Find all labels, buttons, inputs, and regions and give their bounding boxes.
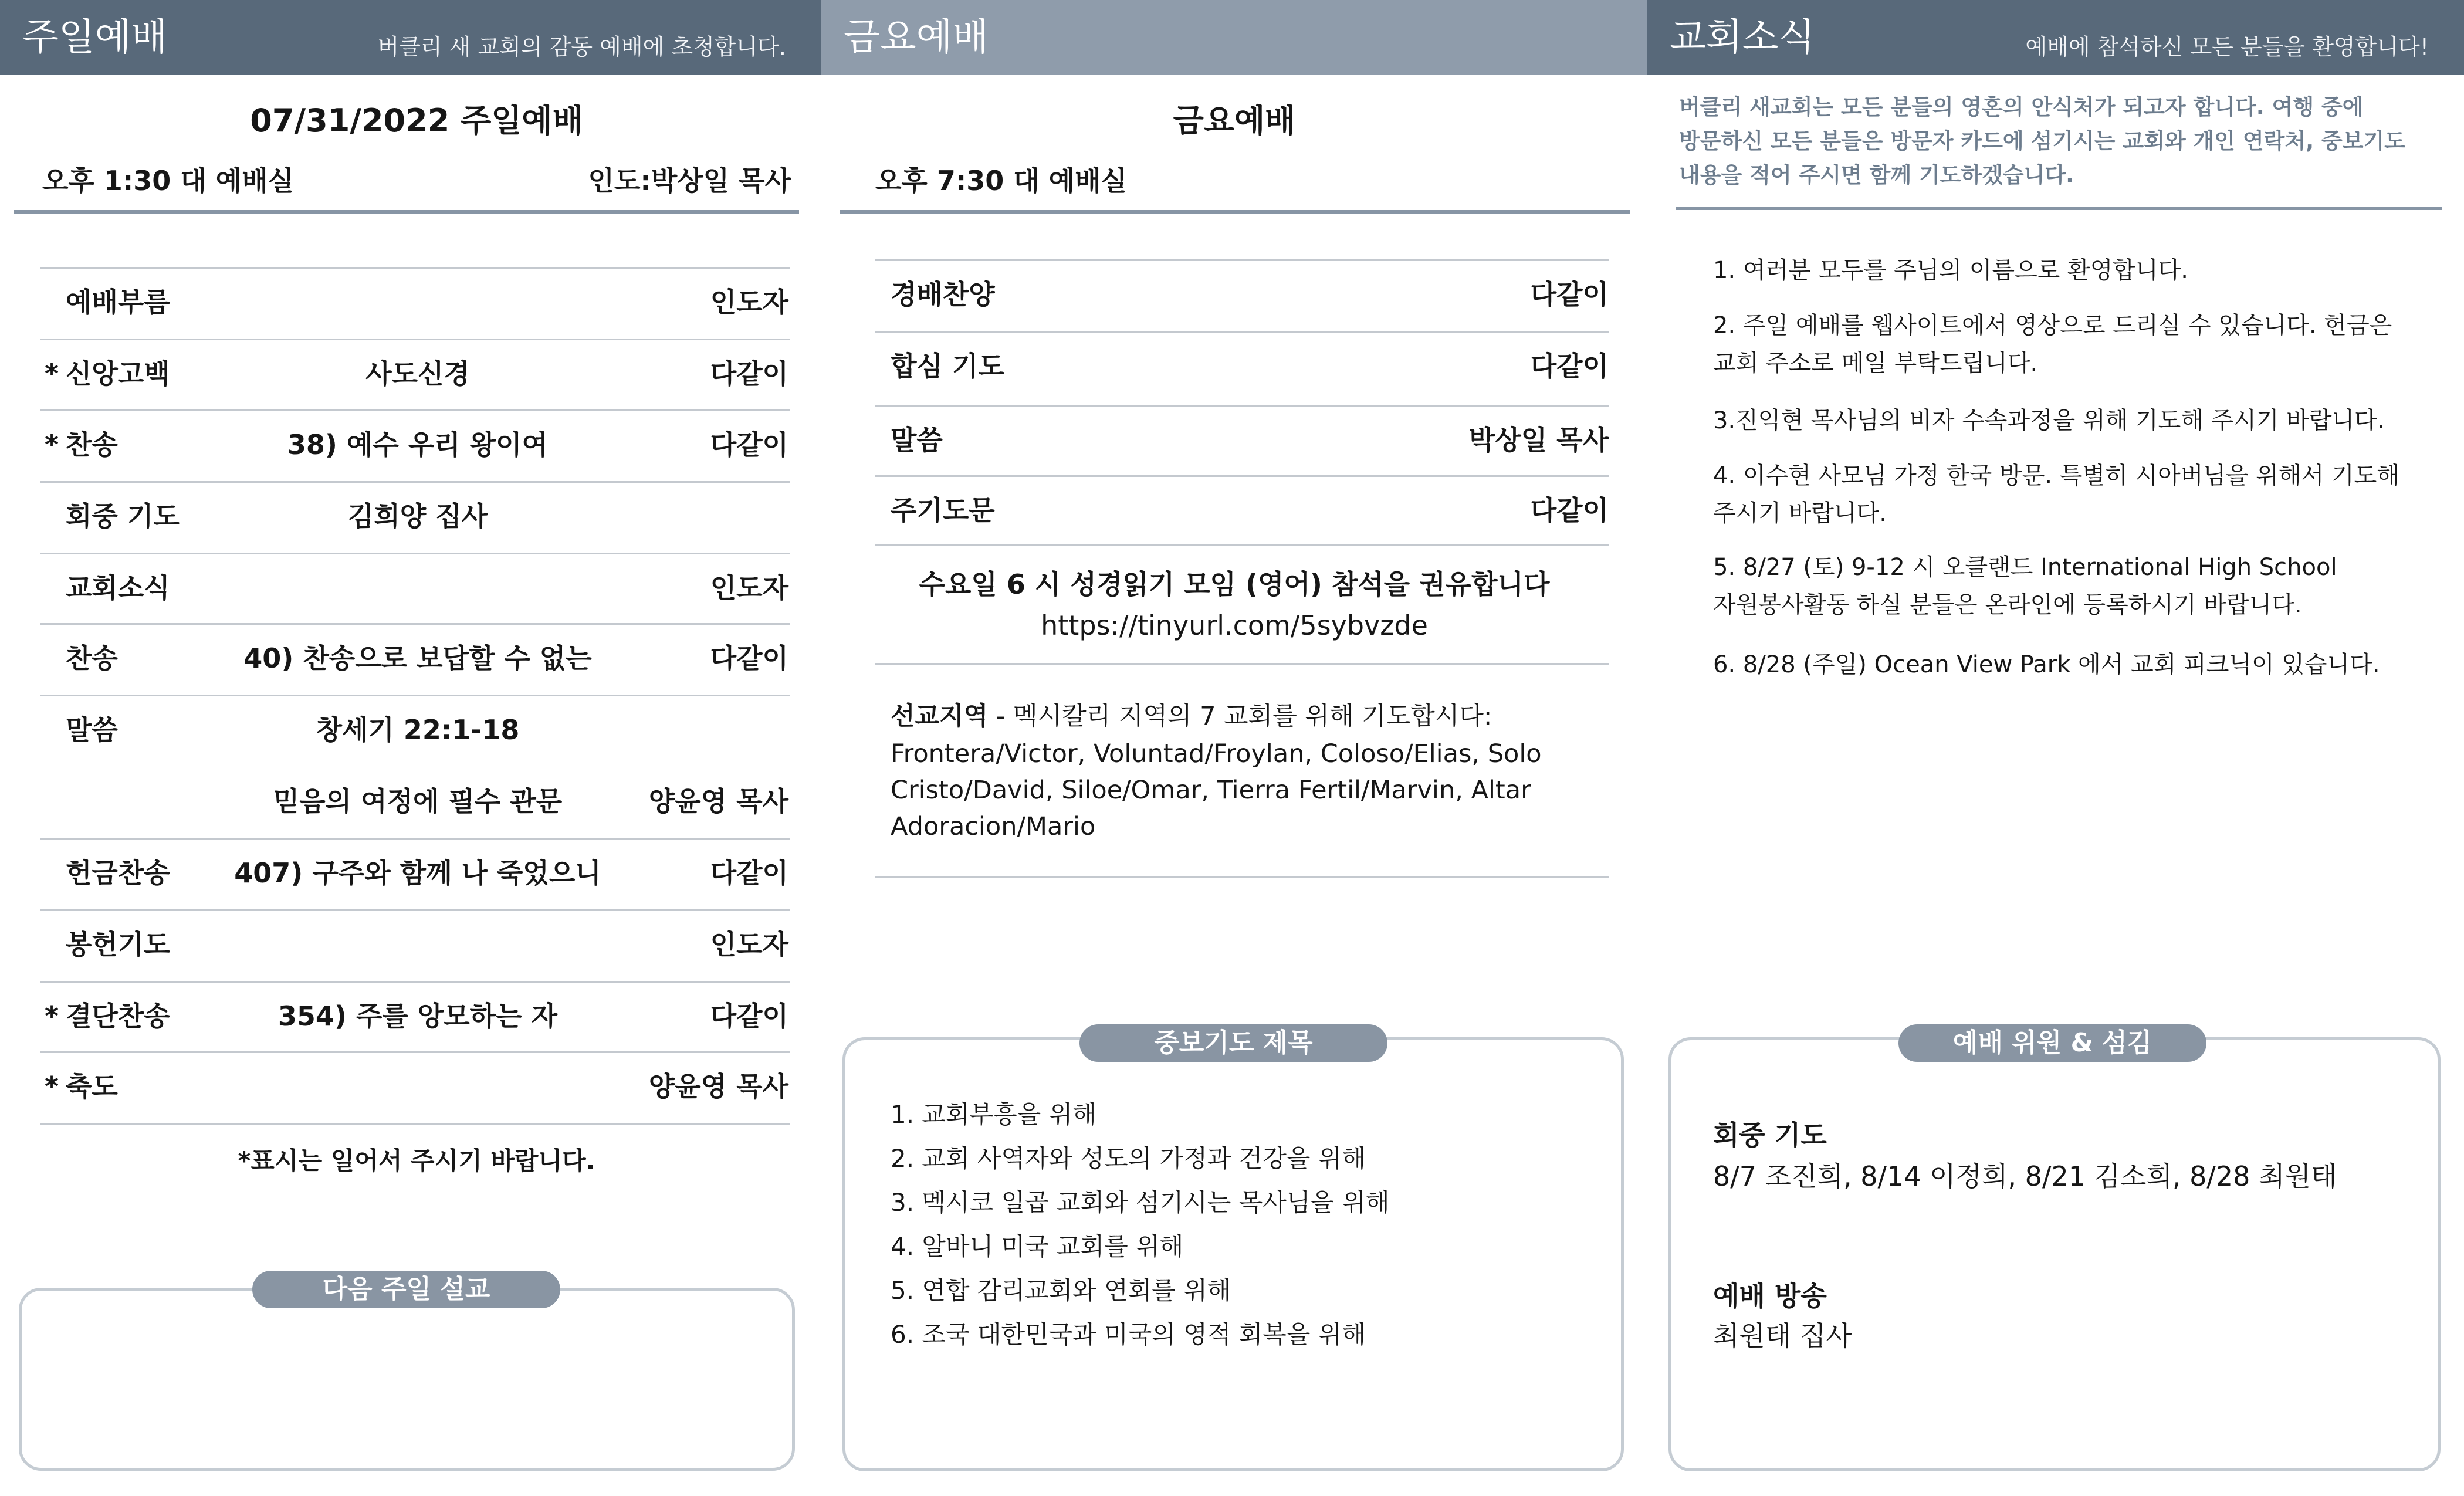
welcome-intro-line-1: 버클리 새교회는 모든 분들의 영혼의 안식처가 되고자 합니다. 여행 중에 [1679,94,2364,120]
prayer-topic-item: 4. 알바니 미국 교회를 위해 [891,1232,1184,1261]
sunday-date-title: 07/31/2022 주일예배 [250,102,583,139]
friday-divider [875,663,1609,665]
news-item-line: 3.진익현 목사님의 비자 수속과정을 위해 기도해 주시기 바랍니다. [1713,407,2385,434]
mission-line-1 [891,699,1492,733]
friday-row-divider [875,405,1609,407]
prayer-topic-item: 6. 조국 대한민국과 미국의 영적 회복을 위해 [891,1320,1366,1349]
order-item-leader: 다같이 [710,857,788,889]
worship-staff-title: 예배 위원 & 섬김 [1898,1024,2206,1062]
friday-title: 금요예배 [1173,102,1296,139]
prayer-topics-title: 중보기도 제목 [1079,1024,1387,1062]
news-header-divider [1676,207,2442,210]
standing-mark: * [45,429,59,461]
next-sermon-box [19,1288,795,1471]
broadcast-value: 최원태 집사 [1713,1320,1852,1352]
order-item-leader: 다같이 [710,642,788,674]
friday-service-panel [821,0,1647,1496]
prayer-topic-item: 1. 교회부흥을 위해 [891,1100,1096,1129]
friday-header-title: 금요예배 [844,16,989,59]
sunday-header-title: 주일예배 [22,16,168,59]
news-item-line: 6. 8/28 (주일) Ocean View Park 에서 교회 피크닉이 있습니다. [1713,651,2380,678]
welcome-intro-line-2: 방문하신 모든 분들은 방문자 카드에 섬기시는 교회와 개인 연락처, 중보기도 [1679,128,2405,154]
sermon-title: 믿음의 여정에 필수 관문 [273,786,563,817]
order-divider [40,1123,790,1125]
order-item-detail: 354) 주를 앙모하는 자 [277,1000,558,1032]
friday-item-name: 경배찬양 [891,279,995,310]
standing-mark: * [45,358,59,390]
order-divider [40,695,790,696]
order-divider [40,409,790,411]
order-divider [40,267,790,269]
news-header-subtitle: 예배에 참석하신 모든 분들을 환영합니다! [2025,34,2429,60]
order-item-leader: 양윤영 목사 [648,786,788,817]
sunday-time-place: 오후 1:30 대 예배실 [42,165,295,197]
sunday-footnote: *표시는 일어서 주시기 바랍니다. [238,1146,595,1175]
worship-staff-box [1668,1037,2441,1471]
friday-header-divider [840,210,1630,214]
mission-line-4: Adoracion/Mario [891,812,1096,841]
friday-row-divider [875,475,1609,477]
order-divider [40,481,790,483]
mission-divider [875,876,1609,878]
bible-reading-link[interactable]: https://tinyurl.com/5sybvzde [1041,610,1428,641]
order-item-detail: 38) 예수 우리 왕이여 [287,429,549,461]
friday-item-leader: 다같이 [1530,279,1609,310]
order-item-detail: 창세기 22:1-18 [316,714,520,746]
prayer-topic-item: 3. 멕시코 일곱 교회와 섬기시는 목사님을 위해 [891,1188,1390,1217]
order-divider [40,909,790,911]
friday-row-divider [875,544,1609,546]
next-sermon-title: 다음 주일 설교 [252,1271,560,1308]
order-item-name: 결단찬송 [66,1000,170,1032]
order-item-leader: 다같이 [710,358,788,390]
order-item-detail: 사도신경 [365,358,470,390]
order-item-detail: 김희양 집사 [347,500,488,532]
friday-item-name: 말씀 [891,424,943,456]
sunday-service-panel [0,0,821,1496]
news-item-line: 2. 주일 예배를 웹사이트에서 영상으로 드리실 수 있습니다. 헌금은 [1713,312,2392,339]
church-news-panel [1647,0,2464,1496]
order-item-leader: 양윤영 목사 [648,1071,788,1102]
prayer-topic-item: 5. 연합 감리교회와 연회를 위해 [891,1276,1231,1305]
order-divider [40,339,790,340]
friday-item-leader: 다같이 [1530,350,1609,382]
mission-label: 선교지역 [891,702,989,731]
friday-header [821,0,1647,75]
sunday-header [0,0,821,75]
order-item-name: 예배부름 [66,286,170,318]
friday-item-name: 주기도문 [891,495,995,526]
order-item-name: 교회소식 [66,572,170,604]
order-item-detail: 40) 찬송으로 보답할 수 없는 [243,642,592,674]
news-header [1647,0,2464,75]
order-item-name: 헌금찬송 [66,857,170,889]
news-item-line: 5. 8/27 (토) 9-12 시 오클랜드 International High School [1713,554,2337,581]
friday-item-leader: 다같이 [1530,495,1609,526]
order-item-name: 신앙고백 [66,358,170,390]
order-item-name: 회중 기도 [66,500,180,532]
news-item-line: 4. 이수현 사모님 가정 한국 방문. 특별히 시아버님을 위해서 기도해 [1713,462,2399,489]
bible-reading-notice: 수요일 6 시 성경읽기 모임 (영어) 참석을 권유합니다 [919,568,1550,600]
prayer-topic-item: 2. 교회 사역자와 성도의 가정과 건강을 위해 [891,1144,1366,1173]
order-item-name: 찬송 [66,642,118,674]
news-item-line: 주시기 바랍니다. [1713,500,1887,527]
order-divider [40,553,790,554]
news-item-line: 교회 주소로 메일 부탁드립니다. [1713,350,2038,377]
mission-line-3: Cristo/David, Siloe/Omar, Tierra Fertil/Marvin, Altar [891,776,1531,805]
news-header-title: 교회소식 [1670,16,1815,59]
sunday-header-divider [14,210,799,214]
friday-item-name: 합심 기도 [891,350,1004,382]
order-divider [40,1051,790,1053]
order-item-leader: 다같이 [710,1000,788,1032]
congregational-prayer-schedule: 8/7 조진희, 8/14 이정희, 8/21 김소희, 8/28 최원태 [1713,1160,2337,1192]
order-item-leader: 인도자 [710,929,788,960]
order-divider [40,623,790,625]
standing-mark: * [45,1071,59,1102]
order-divider [40,981,790,983]
order-item-name: 말씀 [66,714,118,746]
broadcast-label: 예배 방송 [1713,1280,1827,1312]
news-item-line: 1. 여러분 모두를 주님의 이름으로 환영합니다. [1713,257,2188,284]
order-divider [40,838,790,840]
order-item-leader: 인도자 [710,572,788,604]
order-item-name: 찬송 [66,429,118,461]
welcome-intro-line-3: 내용을 적어 주시면 함께 기도하겠습니다. [1679,163,2074,188]
mission-intro: - 멕시칼리 지역의 7 교회를 위해 기도합시다: [988,702,1492,731]
order-item-name: 봉헌기도 [66,929,170,960]
order-item-detail: 407) 구주와 함께 나 죽었으니 [234,857,601,889]
order-item-name: 축도 [66,1071,118,1102]
friday-row-divider [875,259,1609,261]
congregational-prayer-label: 회중 기도 [1713,1119,1827,1151]
standing-mark: * [45,1000,59,1032]
friday-row-divider [875,331,1609,333]
sunday-leader: 인도:박상일 목사 [588,165,791,197]
friday-time-place: 오후 7:30 대 예배실 [875,165,1128,197]
mission-line-2: Frontera/Victor, Voluntad/Froylan, Coloso/Elias, Solo [891,739,1542,769]
news-item-line: 자원봉사활동 하실 분들은 온라인에 등록하시기 바랍니다. [1713,591,2302,618]
friday-item-leader: 박상일 목사 [1468,424,1609,456]
order-item-leader: 인도자 [710,286,788,318]
sunday-header-subtitle: 버클리 새 교회의 감동 예배에 초청합니다. [377,34,786,60]
order-item-leader: 다같이 [710,429,788,461]
